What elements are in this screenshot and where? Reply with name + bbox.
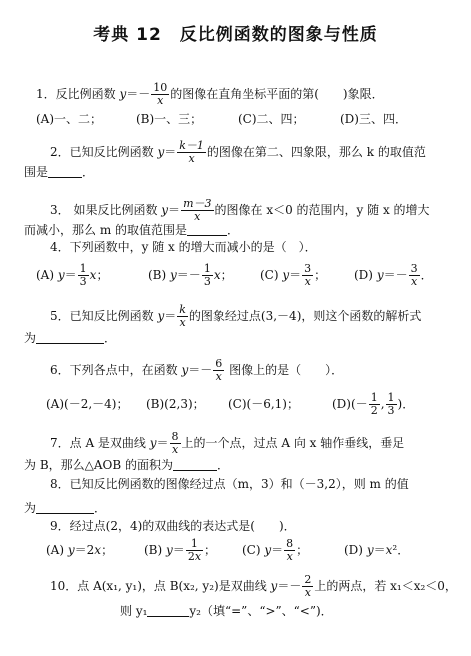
option-b[interactable]: (B) y＝ $\frac{1}{2x}$ ； <box>144 537 217 563</box>
option-c[interactable]: (C) y＝ $\frac{3}{x}$ ； <box>260 262 327 288</box>
question-2-line2: 围是 ． <box>24 165 95 179</box>
fraction: $\frac{8}{x}$ <box>171 430 179 456</box>
question-8-line2: 为 ． <box>24 501 107 515</box>
fraction: $\frac{6}{x}$ <box>215 357 223 383</box>
option-d[interactable]: (D) y＝x²． <box>344 543 410 557</box>
question-10-line2: 则 y₁ y₂（填“=”、“>”、“<”)． <box>120 604 333 618</box>
option-b[interactable]: (B)(2,3)； <box>146 397 205 411</box>
answer-blank[interactable] <box>48 165 82 178</box>
question-5-line2: 为 ． <box>24 331 117 345</box>
question-7: 7．点 A 是双曲线 y＝ $\frac{8}{x}$ 上的一个点，过点 A 向 x 轴作垂线，垂足 <box>50 430 405 456</box>
answer-blank[interactable] <box>147 604 189 617</box>
answer-blank[interactable] <box>187 223 227 236</box>
question-3: 3． 如果反比例函数 y＝ $\frac{m-3}{x}$ 的图像在 x＜0 的范围内，y 随 x 的增大 <box>50 197 430 223</box>
option-a[interactable]: (A) y＝2x； <box>46 543 114 557</box>
question-6-options <box>46 392 414 417</box>
question-8: 8．已知反比例函数的图像经过点（m，3）和（－3,2），则 m 的值 <box>50 477 409 491</box>
question-1: 1．反比例函数 y＝－ $\frac{10}{x}$ 的图像在直角坐标平面的第( )象限． <box>36 81 384 107</box>
question-4-options <box>36 263 433 288</box>
option-c[interactable]: (C)(－6,1)； <box>228 397 299 411</box>
option-d[interactable]: (D)(－ $\frac{1}{2}$ , $\frac{1}{3}$ )． <box>332 391 415 417</box>
answer-blank[interactable] <box>36 501 94 514</box>
answer-blank[interactable] <box>36 331 104 344</box>
question-7-line2: 为 B，那么△AOB 的面积为 ． <box>24 458 230 472</box>
option-a[interactable]: (A) y＝ $\frac{1}{3}$ x； <box>36 262 109 288</box>
option-a[interactable]: (A)(－2,－4)； <box>46 397 129 411</box>
question-1-options <box>36 111 407 127</box>
question-6: 6．下列各点中，在函数 y＝－ $\frac{6}{x}$ 图像上的是（ ）． <box>50 357 344 383</box>
option-c[interactable]: (C)二、四； <box>238 112 305 126</box>
fraction: $\frac{2}{x}$ <box>304 573 312 599</box>
question-2: 2．已知反比例函数 y＝ $\frac{k-1}{x}$ 的图像在第二、四象限，那么 k 的取值范 <box>50 139 426 165</box>
option-b[interactable]: (B)一、三； <box>136 112 203 126</box>
option-b[interactable]: (B) y＝－ $\frac{1}{3}$ x； <box>148 262 233 288</box>
question-5: 5．已知反比例函数 y＝ $\frac{k}{x}$ 的图象经过点(3,－4)，则这个函数的解析式 <box>50 303 422 329</box>
option-d[interactable]: (D)三、四． <box>340 112 407 126</box>
fraction: $\frac{10}{x}$ <box>153 81 168 107</box>
question-10: 10．点 A(x₁, y₁)，点 B(x₂, y₂)是双曲线 y＝－ $\frac{2}{x}$ 上的两点，若 x₁＜x₂＜0， <box>50 573 457 599</box>
fraction: $\frac{m-3}{x}$ <box>183 197 212 223</box>
answer-blank[interactable] <box>173 458 217 471</box>
fraction: $\frac{k-1}{x}$ <box>179 139 204 165</box>
question-4: 4．下列函数中，y 随 x 的增大而减小的是（ ）． <box>50 240 317 254</box>
fraction: $\frac{k}{x}$ <box>179 303 186 329</box>
question-9: 9．经过点(2，4)的双曲线的表达式是( )． <box>50 519 296 533</box>
question-3-line2: 而减小，那么 m 的取值范围是 ． <box>24 223 240 237</box>
option-c[interactable]: (C) y＝ $\frac{8}{x}$ ； <box>242 537 309 563</box>
page-title: 考典 12 反比例函数的图象与性质 <box>93 25 378 45</box>
question-9-options <box>46 538 409 563</box>
option-d[interactable]: (D) y＝－ $\frac{3}{x}$ ． <box>354 262 433 288</box>
option-a[interactable]: (A)一、二； <box>36 112 103 126</box>
